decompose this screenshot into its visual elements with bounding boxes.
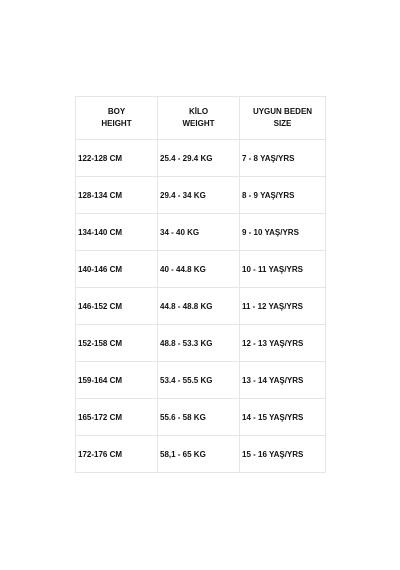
header-size-tr: UYGUN BEDEN bbox=[252, 107, 313, 116]
cell-weight: 29.4 - 34 KG bbox=[158, 177, 240, 214]
cell-size: 15 - 16 YAŞ/YRS bbox=[240, 436, 326, 473]
cell-weight: 40 - 44.8 KG bbox=[158, 251, 240, 288]
table-row bbox=[76, 288, 326, 325]
cell-size: 8 - 9 YAŞ/YRS bbox=[240, 177, 326, 214]
cell-height: 152-158 CM bbox=[76, 325, 158, 362]
cell-height: 122-128 CM bbox=[76, 140, 158, 177]
header-size-en: SIZE bbox=[273, 119, 292, 128]
cell-height: 134-140 CM bbox=[76, 214, 158, 251]
table-row bbox=[76, 214, 326, 251]
cell-height: 165-172 CM bbox=[76, 399, 158, 436]
cell-height: 146-152 CM bbox=[76, 288, 158, 325]
header-weight-en: WEIGHT bbox=[182, 119, 215, 128]
cell-weight: 48.8 - 53.3 KG bbox=[158, 325, 240, 362]
cell-height: 159-164 CM bbox=[76, 362, 158, 399]
cell-weight: 53.4 - 55.5 KG bbox=[158, 362, 240, 399]
cell-weight: 44.8 - 48.8 KG bbox=[158, 288, 240, 325]
size-chart-table bbox=[75, 96, 326, 473]
cell-weight: 58,1 - 65 KG bbox=[158, 436, 240, 473]
header-height-tr: BOY bbox=[107, 107, 126, 116]
cell-size: 10 - 11 YAŞ/YRS bbox=[240, 251, 326, 288]
table-row bbox=[76, 140, 326, 177]
cell-size: 11 - 12 YAŞ/YRS bbox=[240, 288, 326, 325]
table-row bbox=[76, 251, 326, 288]
header-size bbox=[240, 97, 326, 140]
cell-size: 12 - 13 YAŞ/YRS bbox=[240, 325, 326, 362]
header-weight-tr: KİLO bbox=[188, 107, 209, 116]
cell-weight: 25.4 - 29.4 KG bbox=[158, 140, 240, 177]
cell-weight: 55.6 - 58 KG bbox=[158, 399, 240, 436]
cell-size: 7 - 8 YAŞ/YRS bbox=[240, 140, 326, 177]
header-weight bbox=[158, 97, 240, 140]
table-row bbox=[76, 399, 326, 436]
cell-height: 140-146 CM bbox=[76, 251, 158, 288]
table-row bbox=[76, 325, 326, 362]
cell-size: 9 - 10 YAŞ/YRS bbox=[240, 214, 326, 251]
table-header-row bbox=[76, 97, 326, 140]
cell-height: 128-134 CM bbox=[76, 177, 158, 214]
cell-size: 14 - 15 YAŞ/YRS bbox=[240, 399, 326, 436]
header-height-en: HEIGHT bbox=[101, 119, 132, 128]
table-row bbox=[76, 362, 326, 399]
table-row bbox=[76, 177, 326, 214]
header-height bbox=[76, 97, 158, 140]
cell-height: 172-176 CM bbox=[76, 436, 158, 473]
table-row bbox=[76, 436, 326, 473]
cell-size: 13 - 14 YAŞ/YRS bbox=[240, 362, 326, 399]
cell-weight: 34 - 40 KG bbox=[158, 214, 240, 251]
